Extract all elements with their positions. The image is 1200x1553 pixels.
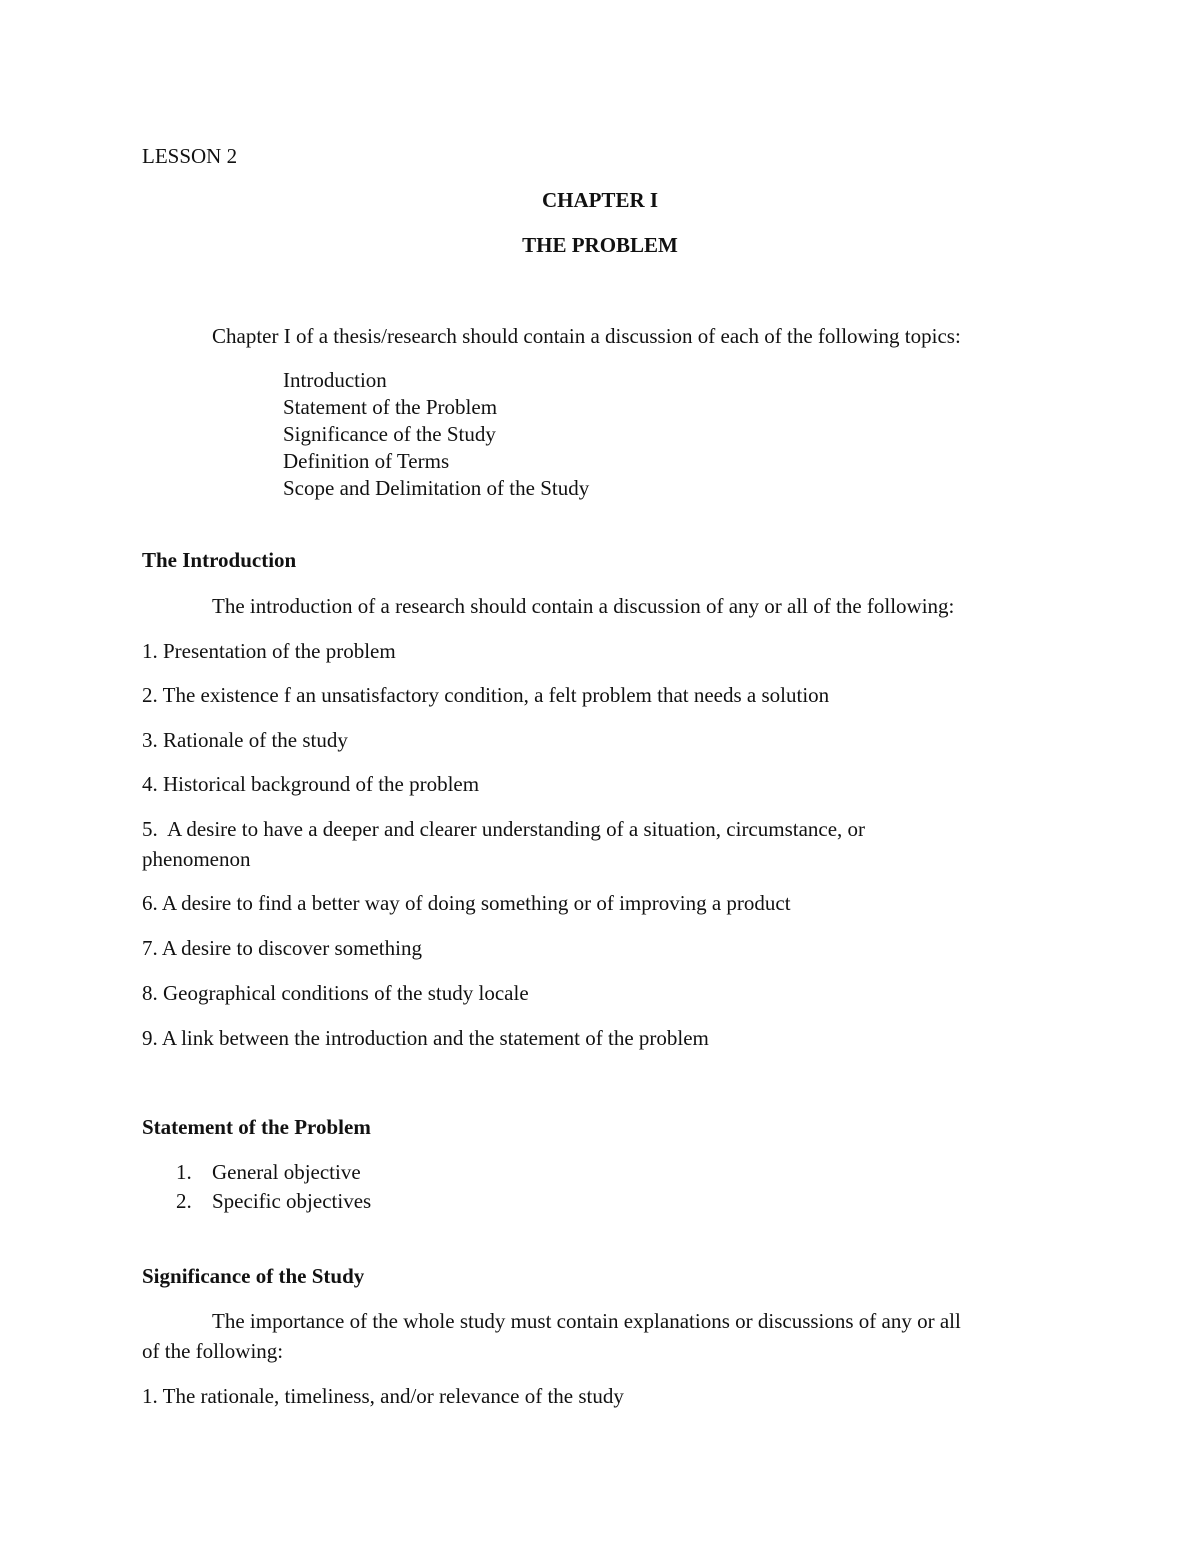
significance-heading: Significance of the Study [142, 1264, 365, 1288]
list-item: 2. The existence f an unsatisfactory condition, a felt problem that needs a solution [142, 683, 830, 707]
list-item: 6. A desire to find a better way of doing something or of improving a product [142, 891, 791, 915]
topic-item: Statement of the Problem [283, 395, 498, 419]
statement-heading: Statement of the Problem [142, 1115, 371, 1139]
list-item: 8. Geographical conditions of the study locale [142, 981, 529, 1005]
list-item: 5. A desire to have a deeper and clearer understanding of a situation, circumstance, or [142, 817, 866, 841]
list-item: 1. Presentation of the problem [142, 639, 396, 663]
list-item-number: 1. [176, 1160, 192, 1184]
list-item: 1. The rationale, timeliness, and/or relevance of the study [142, 1384, 624, 1408]
list-item: 3. Rationale of the study [142, 728, 348, 752]
introduction-lead: The introduction of a research should contain a discussion of any or all of the following: [212, 594, 955, 618]
topic-item: Scope and Delimitation of the Study [283, 476, 590, 500]
topic-item: Definition of Terms [283, 449, 450, 473]
list-item: 4. Historical background of the problem [142, 772, 480, 796]
list-item: General objective [212, 1160, 361, 1184]
topic-item: Significance of the Study [283, 422, 496, 446]
list-item: 9. A link between the introduction and the statement of the problem [142, 1026, 709, 1050]
intro-sentence: Chapter I of a thesis/research should contain a discussion of each of the following topics: [212, 324, 961, 348]
list-item: 7. A desire to discover something [142, 936, 422, 960]
list-item-continuation: phenomenon [142, 847, 251, 871]
significance-lead-continuation: of the following: [142, 1339, 284, 1363]
introduction-heading: The Introduction [142, 548, 297, 572]
chapter-title: THE PROBLEM [522, 233, 678, 257]
chapter-heading: CHAPTER I [541, 188, 659, 212]
lesson-label: LESSON 2 [142, 144, 238, 168]
list-item: Specific objectives [212, 1189, 372, 1213]
list-item-number: 2. [176, 1189, 192, 1213]
significance-lead: The importance of the whole study must contain explanations or discussions of any or all [212, 1309, 961, 1333]
topic-item: Introduction [283, 368, 387, 392]
